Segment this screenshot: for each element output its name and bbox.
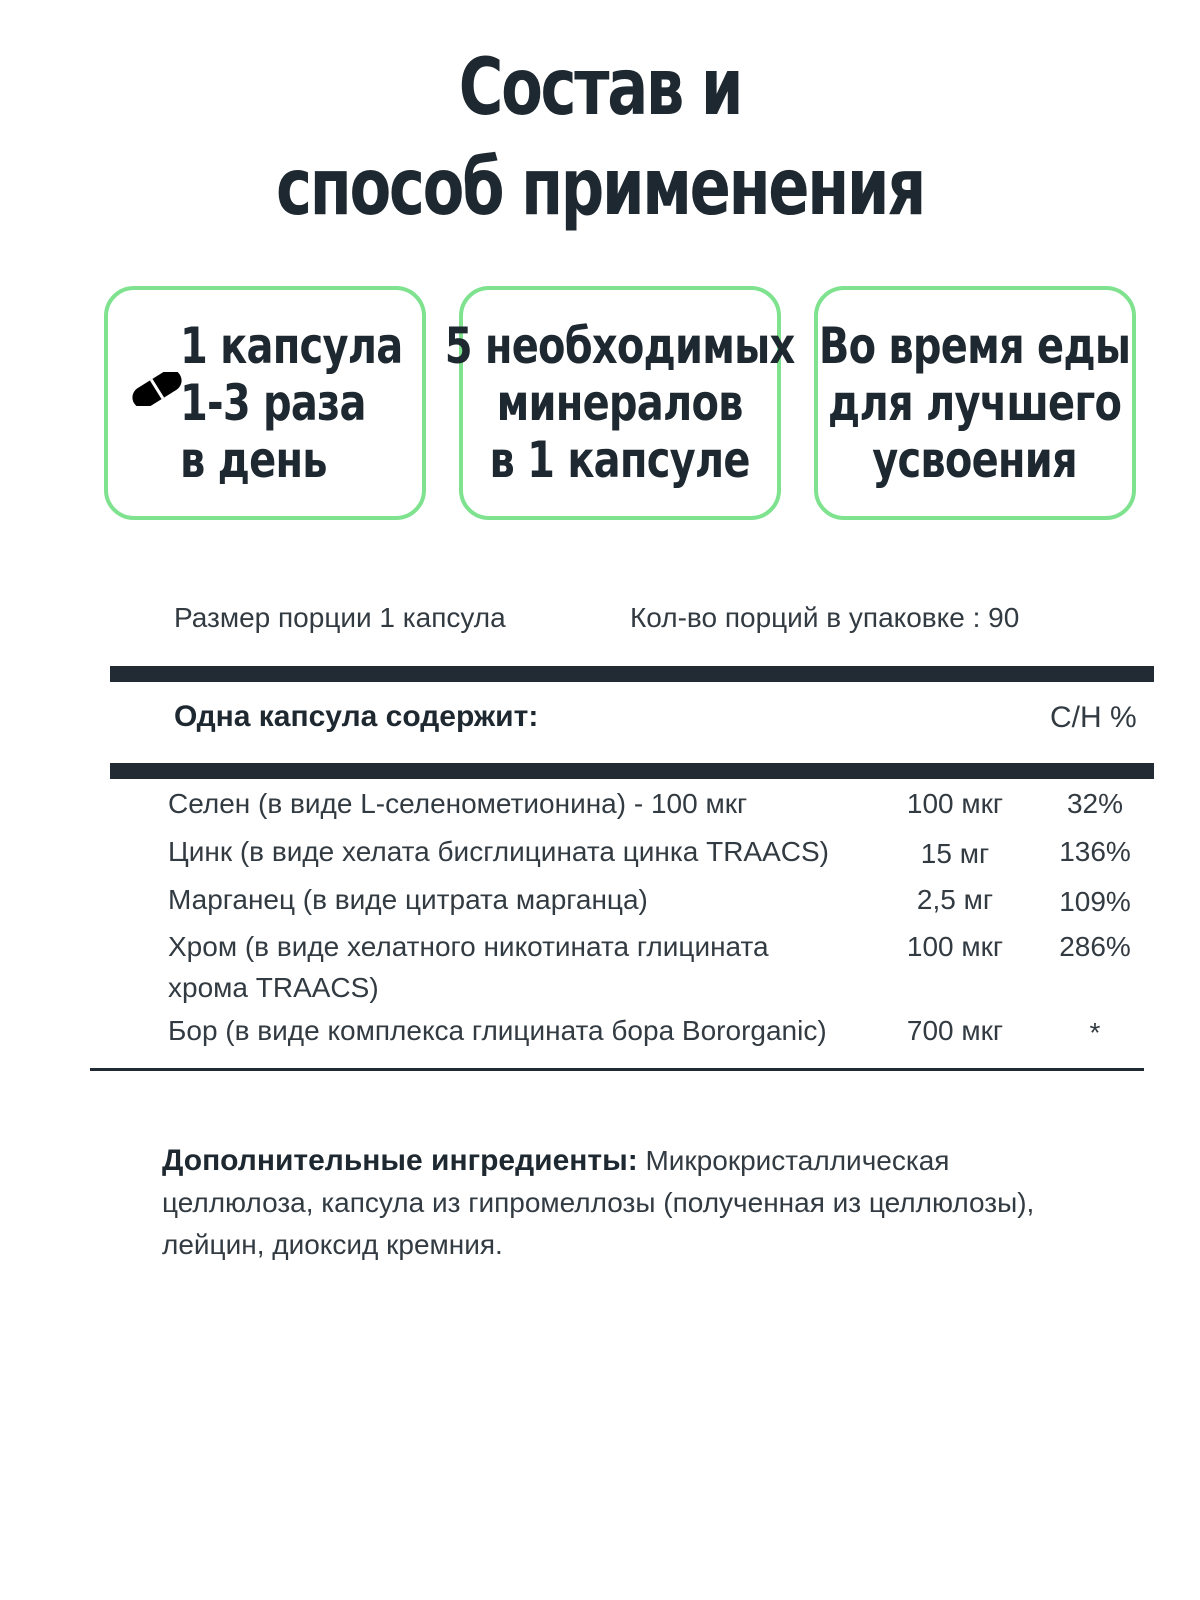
ingredient-name-line-2: хрома TRAACS) bbox=[168, 972, 379, 1003]
ingredient-name: Марганец (в виде цитрата марганца) bbox=[168, 884, 648, 915]
minerals-card-text bbox=[445, 318, 795, 489]
extra-ingredients-text-1: Микрокристаллическая bbox=[637, 1145, 950, 1176]
with-food-line-3: усвоения bbox=[872, 430, 1078, 489]
serving-size: Размер порции 1 капсула bbox=[174, 602, 506, 633]
ingredient-name: Цинк (в виде хелата бисглицината цинка TRAACS) bbox=[168, 836, 829, 867]
dosage-line-3: в день bbox=[180, 431, 327, 489]
extra-ingredients-label: Дополнительные ингредиенты: bbox=[162, 1144, 638, 1177]
extra-ingredients bbox=[162, 1140, 1092, 1266]
with-food-card bbox=[814, 286, 1136, 520]
minerals-line-2: минералов bbox=[496, 373, 743, 432]
daily-value-heading: С/Н % bbox=[1050, 701, 1137, 734]
with-food-line-2: для лучшего bbox=[828, 373, 1122, 432]
ingredient-amount: 15 мг bbox=[920, 838, 990, 869]
ingredient-amount: 700 мкг bbox=[906, 1015, 1004, 1046]
ingredient-name-line-1: Хром (в виде хелатного никотината глицината bbox=[168, 931, 769, 962]
ingredient-daily-value: 136% bbox=[1059, 836, 1131, 867]
table-heading: Одна капсула содержит: bbox=[174, 700, 539, 733]
table-bottom-divider bbox=[90, 1068, 1144, 1071]
table-top-divider bbox=[110, 666, 1154, 682]
page-title-line-2: способ применения bbox=[276, 143, 924, 233]
servings-per-container: Кол-во порций в упаковке : 90 bbox=[630, 602, 1020, 633]
minerals-line-3: в 1 капсуле bbox=[489, 430, 751, 489]
ingredient-amount: 100 мкг bbox=[906, 788, 1004, 819]
minerals-card bbox=[445, 286, 795, 520]
feature-cards bbox=[0, 0, 1200, 600]
dosage-line-1: 1 капсула bbox=[180, 317, 403, 375]
minerals-line-1: 5 необходимых bbox=[445, 316, 795, 375]
ingredient-amount: 100 мкг bbox=[906, 931, 1004, 962]
dosage-card bbox=[104, 286, 426, 520]
with-food-card-text bbox=[819, 318, 1130, 489]
ingredient-name: Селен (в виде L-селенометионина) - 100 мкг bbox=[168, 788, 748, 819]
table-header-divider bbox=[110, 763, 1154, 779]
dosage-line-2: 1-3 раза bbox=[180, 374, 366, 432]
extra-ingredients-text-2: целлюлоза, капсула из гипромеллозы (полученная из целлюлозы), bbox=[162, 1187, 1035, 1218]
extra-ingredients-text-3: лейцин, диоксид кремния. bbox=[162, 1229, 503, 1260]
capsule-icon bbox=[126, 372, 188, 406]
with-food-line-1: Во время еды bbox=[819, 316, 1131, 375]
ingredient-daily-value: 286% bbox=[1059, 931, 1131, 962]
ingredient-name: Бор (в виде комплекса глицината бора Bororganic) bbox=[168, 1015, 827, 1046]
page-title-line-1: Состав и bbox=[458, 43, 742, 133]
ingredient-daily-value: 32% bbox=[1066, 788, 1124, 819]
dosage-card-text bbox=[180, 318, 402, 489]
ingredient-daily-value: 109% bbox=[1059, 886, 1131, 917]
ingredient-amount: 2,5 мг bbox=[916, 884, 994, 915]
ingredient-daily-value: * bbox=[1089, 1017, 1101, 1048]
extra-ingredients-line-1 bbox=[162, 1140, 1092, 1182]
